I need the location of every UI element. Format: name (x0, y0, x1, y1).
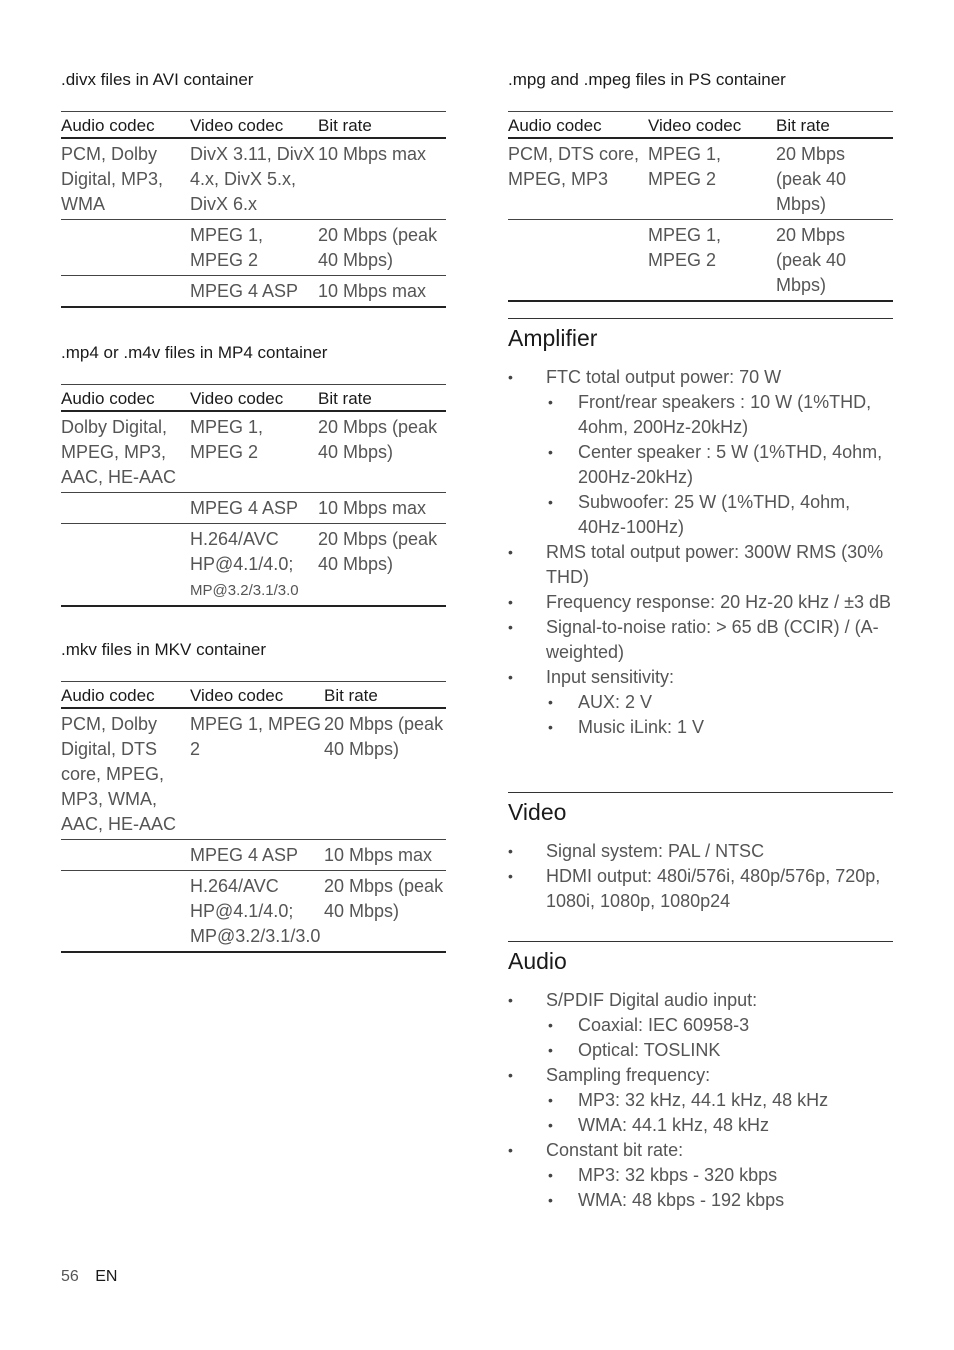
list-item: • Frequency response: 20 Hz-20 kHz / ±3 dB (508, 590, 893, 615)
header-audio-codec: Audio codec (61, 112, 190, 139)
list-item: • Optical: TOSLINK (546, 1038, 893, 1063)
bit-rate-cell: 20 Mbps (peak 40 Mbps) (318, 411, 446, 493)
table-row (508, 220, 893, 302)
header-audio-codec: Audio codec (61, 385, 190, 412)
mp4-table-title: .mp4 or .m4v files in MP4 container (61, 343, 328, 362)
audio-codec-cell (61, 276, 190, 308)
video-codec-text: H.264/AVC HP@4.1/4.0; (190, 529, 294, 574)
sub-list (546, 1088, 893, 1138)
bit-rate-cell: 10 Mbps max (318, 138, 446, 220)
amplifier-list (508, 365, 893, 740)
list-item: • MP3: 32 kHz, 44.1 kHz, 48 kHz (546, 1088, 893, 1113)
video-list (508, 839, 893, 914)
video-codec-cell: DivX 3.11, DivX 4.x, DivX 5.x, DivX 6.x (190, 138, 318, 220)
table-row (61, 871, 446, 953)
mpg-table-title: .mpg and .mpeg files in PS container (508, 70, 786, 89)
header-video-codec: Video codec (190, 682, 324, 709)
sub-list (546, 690, 893, 740)
list-item: • AUX: 2 V (546, 690, 893, 715)
list-item: • WMA: 48 kbps - 192 kbps (546, 1188, 893, 1213)
list-item: • Subwoofer: 25 W (1%THD, 4ohm, 40Hz-100Hz) (546, 490, 893, 540)
video-codec-cell: MPEG 1, MPEG 2 (648, 220, 776, 302)
video-codec-cell: MPEG 1, MPEG 2 (648, 138, 776, 220)
list-item: • Music iLink: 1 V (546, 715, 893, 740)
audio-codec-cell (61, 871, 190, 953)
header-video-codec: Video codec (648, 112, 776, 139)
divx-table-title: .divx files in AVI container (61, 70, 254, 89)
audio-codec-cell (508, 220, 648, 302)
header-video-codec: Video codec (190, 112, 318, 139)
header-bit-rate: Bit rate (776, 112, 893, 139)
table-header-row (61, 682, 446, 709)
list-item: • Signal-to-noise ratio: > 65 dB (CCIR) / (A-weighted) (508, 615, 893, 665)
amplifier-section (508, 318, 893, 740)
table-row (61, 138, 446, 220)
video-heading: Video (508, 799, 567, 825)
audio-codec-cell: PCM, DTS core, MPEG, MP3 (508, 138, 648, 220)
list-item: • Sampling frequency: • MP3: 32 kHz, 44.1 kHz, 48 kHz • WMA: 44.1 kHz, 48 kHz (508, 1063, 893, 1138)
list-item: • FTC total output power: 70 W • Front/rear speakers : 10 W (1%THD, 4ohm, 200Hz-20kHz) • Center speaker : 5 W (1%THD, 4ohm, 200Hz-20kHz) • Subwoofer: 25 W (1%THD, 4ohm, 40Hz-100Hz) (508, 365, 893, 540)
list-item: • Coaxial: IEC 60958-3 (546, 1013, 893, 1038)
table-header-row (61, 385, 446, 412)
table-row (508, 138, 893, 220)
bit-rate-cell: 20 Mbps (peak 40 Mbps) (318, 524, 446, 607)
table-row (61, 840, 446, 871)
table-row (61, 524, 446, 607)
page-number: 56 (61, 1268, 79, 1285)
audio-codec-cell: PCM, Dolby Digital, DTS core, MPEG, MP3, WMA, AAC, HE-AAC (61, 708, 190, 840)
sub-list (546, 1163, 893, 1213)
table-row (61, 411, 446, 493)
bit-rate-cell: 10 Mbps max (318, 493, 446, 524)
page-footer (61, 1268, 117, 1286)
list-item: • WMA: 44.1 kHz, 48 kHz (546, 1113, 893, 1138)
list-item: • HDMI output: 480i/576i, 480p/576p, 720p, 1080i, 1080p, 1080p24 (508, 864, 893, 914)
video-codec-profile-text: MP@3.2/3.1/3.0 (190, 582, 299, 599)
mpg-codec-table (508, 111, 893, 302)
table-row (61, 708, 446, 840)
video-codec-cell: MPEG 1, MPEG 2 (190, 220, 318, 276)
bit-rate-cell: 20 Mbps (peak 40 Mbps) (776, 220, 893, 302)
mkv-codec-table (61, 681, 446, 953)
bit-rate-cell: 20 Mbps (peak 40 Mbps) (776, 138, 893, 220)
list-item: • MP3: 32 kbps - 320 kbps (546, 1163, 893, 1188)
table-header-row (61, 112, 446, 139)
list-item: • Signal system: PAL / NTSC (508, 839, 893, 864)
language-code: EN (95, 1268, 118, 1285)
list-item: • Front/rear speakers : 10 W (1%THD, 4ohm, 200Hz-20kHz) (546, 390, 893, 440)
header-audio-codec: Audio codec (61, 682, 190, 709)
video-codec-cell: MPEG 4 ASP (190, 493, 318, 524)
header-bit-rate: Bit rate (318, 112, 446, 139)
header-bit-rate: Bit rate (318, 385, 446, 412)
audio-codec-cell: Dolby Digital, MPEG, MP3, AAC, HE-AAC (61, 411, 190, 493)
amplifier-heading: Amplifier (508, 325, 598, 351)
table-row (61, 493, 446, 524)
audio-heading: Audio (508, 948, 567, 974)
bit-rate-cell: 10 Mbps max (324, 840, 446, 871)
table-header-row (508, 112, 893, 139)
audio-codec-cell (61, 524, 190, 607)
bit-rate-cell: 20 Mbps (peak 40 Mbps) (324, 708, 446, 840)
video-section (508, 792, 893, 914)
list-item: • S/PDIF Digital audio input: • Coaxial: IEC 60958-3 • Optical: TOSLINK (508, 988, 893, 1063)
audio-codec-cell (61, 840, 190, 871)
bit-rate-cell: 20 Mbps (peak 40 Mbps) (324, 871, 446, 953)
audio-section (508, 941, 893, 1213)
video-codec-cell (190, 524, 318, 607)
header-video-codec: Video codec (190, 385, 318, 412)
video-codec-cell: MPEG 4 ASP (190, 276, 318, 308)
video-codec-cell: MPEG 1, MPEG 2 (190, 411, 318, 493)
video-codec-cell: MPEG 4 ASP (190, 840, 324, 871)
header-bit-rate: Bit rate (324, 682, 446, 709)
audio-codec-cell: PCM, Dolby Digital, MP3, WMA (61, 138, 190, 220)
sub-list (546, 1013, 893, 1063)
divx-codec-table (61, 111, 446, 308)
mp4-codec-table (61, 384, 446, 607)
audio-codec-cell (61, 220, 190, 276)
bit-rate-cell: 10 Mbps max (318, 276, 446, 308)
header-audio-codec: Audio codec (508, 112, 648, 139)
list-item: • Center speaker : 5 W (1%THD, 4ohm, 200Hz-20kHz) (546, 440, 893, 490)
video-codec-cell: H.264/AVC HP@4.1/4.0; MP@3.2/3.1/3.0 (190, 871, 324, 953)
video-codec-cell: MPEG 1, MPEG 2 (190, 708, 324, 840)
list-item: • Constant bit rate: • MP3: 32 kbps - 320 kbps • WMA: 48 kbps - 192 kbps (508, 1138, 893, 1213)
audio-list (508, 988, 893, 1213)
mkv-table-title: .mkv files in MKV container (61, 640, 267, 659)
table-row (61, 220, 446, 276)
bit-rate-cell: 20 Mbps (peak 40 Mbps) (318, 220, 446, 276)
list-item: • Input sensitivity: • AUX: 2 V • Music iLink: 1 V (508, 665, 893, 740)
sub-list (546, 390, 893, 540)
audio-codec-cell (61, 493, 190, 524)
list-item: • RMS total output power: 300W RMS (30% THD) (508, 540, 893, 590)
table-row (61, 276, 446, 308)
